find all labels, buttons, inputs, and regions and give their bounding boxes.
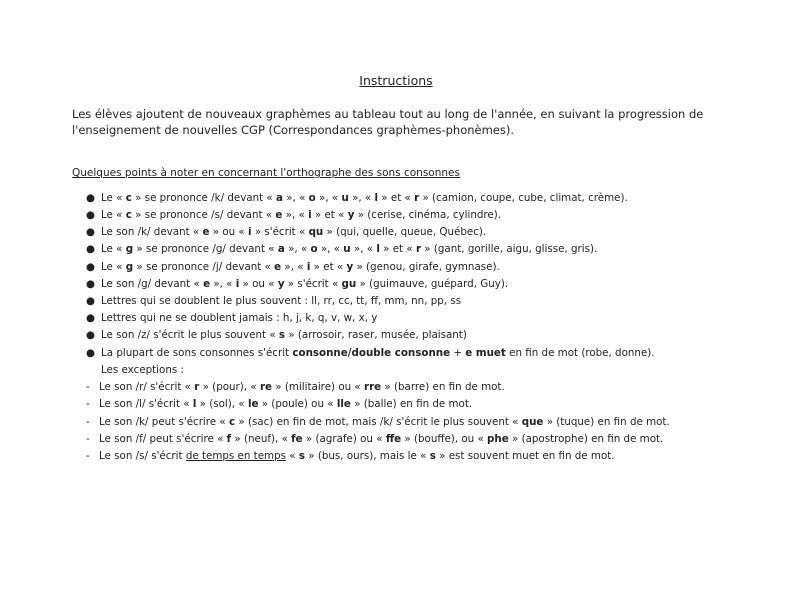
text-segment: » et «: [310, 261, 347, 273]
text-segment: », «: [281, 261, 307, 273]
list-item-text: [101, 225, 486, 239]
text-segment: » (sac) en fin de mot, mais /k/ s'écrit le plus souvent «: [235, 416, 522, 428]
bold-grapheme: y: [346, 261, 354, 273]
text-segment: » s'écrit «: [251, 226, 309, 238]
bold-grapheme: a: [276, 192, 283, 204]
bold-grapheme: i: [248, 226, 252, 238]
bold-grapheme: le: [247, 398, 259, 410]
text-segment: », «: [317, 243, 344, 255]
text-segment: Lettres qui se doublent le plus souvent : ll, rr, cc, tt, ff, mm, nn, pp, ss: [101, 295, 462, 307]
bullet-marker: ●: [86, 312, 95, 324]
bold-grapheme: i: [306, 261, 311, 273]
text-segment: » (arrosoir, raser, musée, plaisant): [285, 329, 467, 341]
bold-grapheme: c: [125, 209, 132, 221]
bold-grapheme: s: [298, 450, 305, 462]
text-segment: » (agrafe) ou «: [302, 433, 386, 445]
bold-grapheme: ffe: [385, 433, 402, 445]
text-segment: » (neuf), «: [231, 433, 292, 445]
text-segment: » (tuque) en fin de mot.: [543, 416, 670, 428]
text-segment: » (bouffe), ou «: [401, 433, 488, 445]
text-segment: », «: [350, 243, 377, 255]
text-segment: » se prononce /j/ devant «: [133, 261, 275, 273]
text-segment: Le son /k/ devant «: [101, 226, 203, 238]
text-segment: » (pour), «: [199, 381, 260, 393]
bold-grapheme: u: [343, 243, 351, 255]
list-item-text: [101, 363, 184, 377]
bold-grapheme: fe: [291, 433, 303, 445]
text-segment: » (qui, quelle, queue, Québec).: [323, 226, 487, 238]
bold-grapheme: l: [376, 243, 380, 255]
text-segment: Le son /k/ peut s'écrire «: [99, 416, 229, 428]
dash-marker: -: [86, 381, 90, 393]
bold-grapheme: que: [521, 416, 544, 428]
text-segment: Le son /s/ s'écrit: [99, 450, 186, 462]
text-segment: » ou «: [239, 278, 278, 290]
list-item-text: [99, 432, 663, 446]
text-segment: «: [285, 450, 299, 462]
text-segment: Les exceptions :: [101, 364, 184, 376]
bold-grapheme: qu: [308, 226, 324, 238]
list-item-text: [99, 449, 615, 463]
bold-grapheme: r: [414, 192, 420, 204]
text-segment: » et «: [379, 243, 416, 255]
bullet-marker: ●: [86, 226, 95, 238]
list-item-text: [101, 311, 377, 325]
bullet-marker: ●: [86, 261, 95, 273]
dash-marker: -: [86, 398, 90, 410]
bold-grapheme: a: [277, 243, 285, 255]
text-segment: Le «: [101, 243, 126, 255]
bold-grapheme: r: [194, 381, 200, 393]
text-segment: en fin de mot (robe, donne).: [505, 347, 655, 359]
bold-grapheme: s: [429, 450, 436, 462]
text-segment: » (poule) ou «: [258, 398, 337, 410]
bold-grapheme: consonne/double consonne: [292, 347, 451, 359]
text-segment: », «: [210, 278, 236, 290]
bold-grapheme: f: [226, 433, 232, 445]
list-item-text: [101, 328, 467, 342]
text-segment: » se prononce /g/ devant «: [133, 243, 278, 255]
bold-grapheme: e muet: [465, 347, 506, 359]
text-segment: » ou «: [209, 226, 249, 238]
bold-grapheme: rre: [364, 381, 382, 393]
text-segment: » se prononce /s/ devant «: [131, 209, 276, 221]
text-segment: Le son /g/ devant «: [101, 278, 204, 290]
list-item-text: [101, 208, 501, 222]
text-segment: Le «: [101, 209, 126, 221]
bold-grapheme: y: [277, 278, 285, 290]
text-segment: » (bus, ours), mais le «: [304, 450, 430, 462]
text-segment: » et «: [378, 192, 415, 204]
text-segment: Le «: [101, 192, 126, 204]
bold-grapheme: i: [308, 209, 312, 221]
text-segment: » (camion, coupe, cube, climat, crème).: [419, 192, 628, 204]
list-item-text: [101, 242, 597, 256]
bold-grapheme: e: [275, 209, 283, 221]
bold-grapheme: phe: [487, 433, 509, 445]
bold-grapheme: o: [308, 192, 316, 204]
list-item-text: [99, 415, 670, 429]
text-segment: Le «: [101, 261, 126, 273]
intro-paragraph: Les élèves ajoutent de nouveaux graphèmes au tableau tout au long de l'année, en suivant la progression de l'enseignement de nouvelles CGP (Correspondances graphèmes-phonèmes).: [72, 107, 704, 137]
bullet-marker: ●: [86, 209, 95, 221]
text-segment: » est souvent muet en fin de mot.: [435, 450, 615, 462]
text-segment: Le son /l/ s'écrit «: [99, 398, 193, 410]
text-segment: La plupart de sons consonnes s'écrit: [101, 347, 293, 359]
bold-grapheme: l: [192, 398, 197, 410]
bullet-marker: ●: [86, 347, 95, 359]
bold-grapheme: i: [235, 278, 240, 290]
bold-grapheme: e: [203, 278, 211, 290]
text-segment: » (cerise, cinéma, cylindre).: [354, 209, 502, 221]
bold-grapheme: e: [202, 226, 210, 238]
text-segment: » (balle) en fin de mot.: [350, 398, 473, 410]
bold-grapheme: l: [374, 192, 379, 204]
bold-grapheme: gu: [341, 278, 357, 290]
bold-grapheme: c: [228, 416, 236, 428]
text-segment: », «: [284, 243, 311, 255]
bullet-marker: ●: [86, 278, 95, 290]
bold-grapheme: g: [125, 243, 134, 255]
list-item-text: [99, 380, 505, 394]
text-segment: » s'écrit «: [284, 278, 342, 290]
bold-grapheme: e: [274, 261, 282, 273]
bold-grapheme: u: [341, 192, 349, 204]
text-segment: +: [450, 347, 466, 359]
bold-grapheme: s: [278, 329, 286, 341]
dash-marker: -: [86, 433, 90, 445]
list-item-text: [99, 397, 472, 411]
text-segment: » (barre) en fin de mot.: [381, 381, 505, 393]
dash-marker: -: [86, 416, 90, 428]
bold-grapheme: c: [125, 192, 132, 204]
text-segment: Le son /z/ s'écrit le plus souvent «: [101, 329, 279, 341]
text-segment: », «: [348, 192, 375, 204]
underlined-text: de temps en temps: [185, 450, 286, 462]
dash-marker: -: [86, 450, 90, 462]
text-segment: Le son /r/ s'écrit «: [99, 381, 195, 393]
bold-grapheme: r: [415, 243, 422, 255]
bold-grapheme: re: [259, 381, 272, 393]
text-segment: » (genou, girafe, gymnase).: [353, 261, 500, 273]
page-title: Instructions: [359, 73, 433, 88]
list-item-text: [101, 191, 628, 205]
text-segment: », «: [282, 192, 309, 204]
bullet-marker: ●: [86, 192, 95, 204]
bullet-marker: ●: [86, 329, 95, 341]
bold-grapheme: lle: [336, 398, 351, 410]
text-segment: » (sol), «: [196, 398, 248, 410]
text-segment: » (guimauve, guépard, Guy).: [356, 278, 509, 290]
list-item-text: [101, 346, 655, 360]
text-segment: » (gant, gorille, aigu, glisse, gris).: [421, 243, 598, 255]
bullet-marker: ●: [86, 243, 95, 255]
text-segment: » se prononce /k/ devant «: [131, 192, 277, 204]
text-segment: Lettres qui ne se doublent jamais : h, j, k, q, v, w, x, y: [101, 312, 378, 324]
list-item-text: [101, 294, 461, 308]
bold-grapheme: g: [125, 261, 134, 273]
text-segment: » et «: [311, 209, 348, 221]
text-segment: », «: [282, 209, 309, 221]
text-segment: » (apostrophe) en fin de mot.: [508, 433, 664, 445]
text-segment: Le son /f/ peut s'écrire «: [99, 433, 227, 445]
bold-grapheme: y: [347, 209, 355, 221]
text-segment: », «: [315, 192, 342, 204]
bullet-marker: ●: [86, 295, 95, 307]
section-subheading: Quelques points à noter en concernant l'orthographe des sons consonnes: [72, 167, 460, 179]
bold-grapheme: o: [310, 243, 318, 255]
list-item-text: [101, 260, 500, 274]
text-segment: » (militaire) ou «: [272, 381, 364, 393]
list-item-text: [101, 277, 508, 291]
